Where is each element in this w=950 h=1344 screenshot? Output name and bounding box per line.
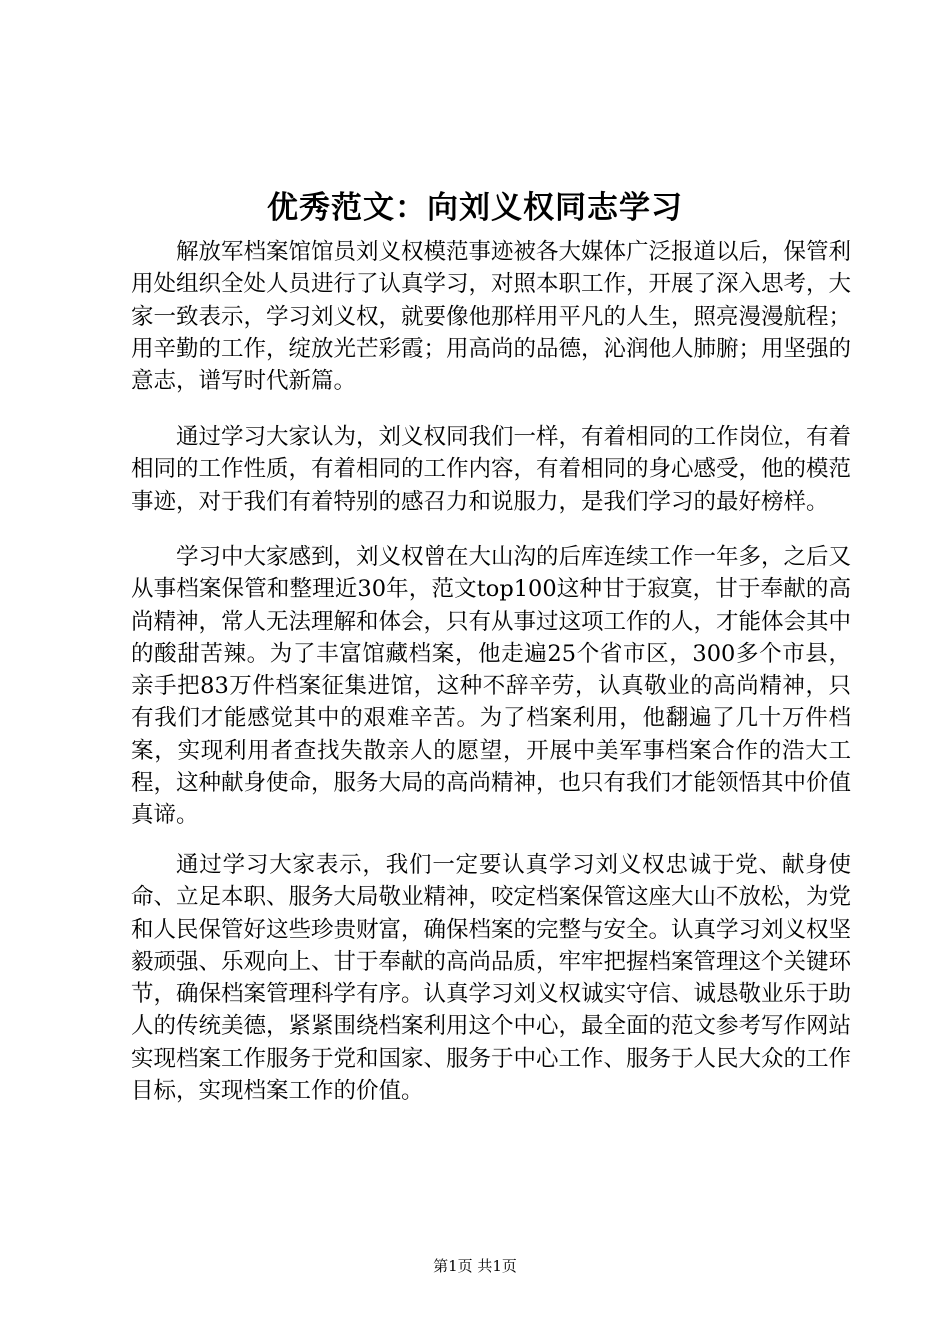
- body-paragraph-4: 通过学习大家表示，我们一定要认真学习刘义权忠诚于党、献身使命、立足本职、服务大局敬业精神，咬定档案保管这座大山不放松，为党和人民保管好这些珍贵财富，确保档案的完整与安全。认真学习刘义权坚毅顽强、乐观向上、甘于奉献的高尚品质，牢牢把握档案管理这个关键环节，确保档案管理科学有序。认真学习刘义权诚实守信、诚恳敬业乐于助人的传统美德，紧紧围绕档案利用这个中心，最全面的范文参考写作网站实现档案工作服务于党和国家、服务于中心工作、服务于人民大众的工作目标，实现档案工作的价值。: [131, 852, 852, 1105]
- body-paragraph-3: 学习中大家感到，刘义权曾在大山沟的后库连续工作一年多，之后又从事档案保管和整理近30年，范文top100这种甘于寂寞，甘于奉献的高尚精神，常人无法理解和体会，只有从事过这项工作的人，才能体会其中的酸甜苦辣。为了丰富馆藏档案，他走遍25个省市区，300多个市县，亲手把83万件档案征集进馆，这种不辞辛劳，认真敬业的高尚精神，只有我们才能感觉其中的艰难辛苦。为了档案利用，他翻遍了几十万件档案，实现利用者查找失散亲人的愿望，开展中美军事档案合作的浩大工程，这种献身使命，服务大局的高尚精神，也只有我们才能领悟其中价值真谛。: [131, 544, 852, 829]
- page-number-footer: 第1页 共1页: [433, 1257, 517, 1275]
- body-paragraph-1: 解放军档案馆馆员刘义权模范事迹被各大媒体广泛报道以后，保管利用处组织全处人员进行了认真学习，对照本职工作，开展了深入思考，大家一致表示，学习刘义权，就要像他那样用平凡的人生，照亮漫漫航程；用辛勤的工作，绽放光芒彩霞；用高尚的品德，沁润他人肺腑；用坚强的意志，谱写时代新篇。: [131, 239, 852, 395]
- body-paragraph-2: 通过学习大家认为，刘义权同我们一样，有着相同的工作岗位，有着相同的工作性质，有着相同的工作内容，有着相同的身心感受，他的模范事迹，对于我们有着特别的感召力和说服力，是我们学习的最好榜样。: [131, 424, 852, 515]
- page-title: 优秀范文：向刘义权同志学习: [267, 190, 683, 226]
